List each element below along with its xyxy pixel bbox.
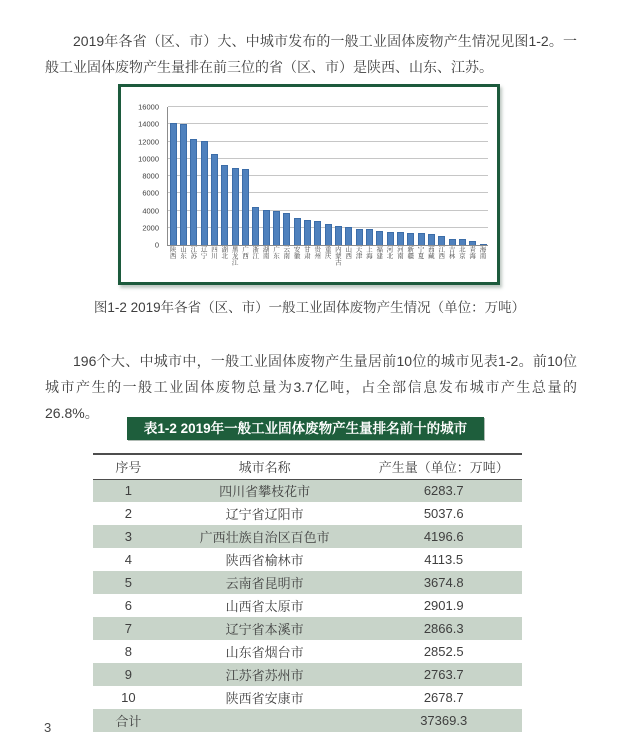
bar-宁夏 <box>418 233 425 245</box>
x-label-slot <box>208 246 218 266</box>
bar-slot <box>426 107 436 245</box>
x-label-slot <box>343 246 353 266</box>
city-cell: 陕西省安康市 <box>225 691 304 706</box>
chart-area <box>121 87 497 282</box>
table-row <box>93 617 522 640</box>
bar-新疆 <box>407 233 414 246</box>
x-tick-label: 江苏 <box>189 246 197 259</box>
bar-江苏 <box>190 139 197 245</box>
bar-浙江 <box>252 207 259 245</box>
y-tick-label: 4000 <box>142 206 159 215</box>
chart-plot <box>167 107 488 246</box>
x-tick-label: 新疆 <box>406 246 414 259</box>
bar-slot <box>189 107 199 245</box>
bar-内蒙古 <box>335 226 342 245</box>
x-tick-label: 天津 <box>354 246 362 259</box>
rank-cell: 8 <box>124 644 132 659</box>
table-row <box>93 571 522 594</box>
bar-slot <box>168 107 178 245</box>
x-label-slot <box>219 246 229 266</box>
bar-slot <box>261 107 271 245</box>
x-tick-label: 宁夏 <box>416 246 424 259</box>
bar-slot <box>333 107 343 245</box>
x-label-slot <box>425 246 435 266</box>
bar-slot <box>271 107 281 245</box>
bar-黑龙江 <box>232 168 239 245</box>
x-label-slot <box>394 246 404 266</box>
bar-slot <box>395 107 405 245</box>
x-label-slot <box>260 246 270 266</box>
value-cell: 6283.7 <box>423 483 464 499</box>
bar-slot <box>447 107 457 245</box>
x-label-slot <box>415 246 425 266</box>
x-label-slot <box>332 246 342 266</box>
x-tick-label: 青海 <box>468 246 476 259</box>
rank-cell: 9 <box>124 667 132 682</box>
chart-plot-wrap <box>167 107 487 245</box>
x-tick-label: 湖南 <box>261 246 269 259</box>
bar-slot <box>292 107 302 245</box>
x-tick-label: 甘肃 <box>302 246 310 259</box>
paragraph-intro: 2019年各省（区、市）大、中城市发布的一般工业固体废物产生情况见图1-2。一般工业固体废物产生量排在前三位的省（区、市）是陕西、山东、江苏。 <box>45 33 577 75</box>
x-tick-label: 福建 <box>375 246 383 259</box>
city-cell: 陕西省榆林市 <box>225 553 304 568</box>
chart-x-axis <box>167 246 487 266</box>
rank-cell: 3 <box>124 529 132 544</box>
bar-甘肃 <box>304 220 311 245</box>
bar-slot <box>230 107 240 245</box>
rank-cell: 7 <box>124 621 132 636</box>
city-cell: 广西壮族自治区百色市 <box>199 530 330 545</box>
page-number: 3 <box>44 720 52 735</box>
x-tick-label: 广东 <box>271 246 279 259</box>
city-cell: 四川省攀枝花市 <box>219 484 311 500</box>
figure-1-2-chart <box>118 84 500 285</box>
rank-cell: 6 <box>124 598 132 613</box>
bar-slot <box>313 107 323 245</box>
bar-slot <box>416 107 426 245</box>
x-tick-label: 重庆 <box>323 246 331 259</box>
y-tick-label: 12000 <box>138 137 159 146</box>
y-tick-label: 14000 <box>138 119 159 129</box>
x-label-slot <box>467 246 477 266</box>
value-cell: 4113.5 <box>424 552 464 567</box>
bar-山西 <box>345 227 352 245</box>
value-cell: 3674.8 <box>423 575 464 590</box>
x-tick-label: 广西 <box>240 246 248 259</box>
x-label-slot <box>363 246 373 266</box>
x-tick-label: 云南 <box>282 246 290 259</box>
x-tick-label: 上海 <box>364 246 372 259</box>
bar-slot <box>406 107 416 245</box>
bar-西藏 <box>428 234 435 245</box>
table-row <box>93 686 522 709</box>
x-label-slot <box>239 246 249 266</box>
x-tick-label: 北京 <box>457 246 465 259</box>
chart-y-axis <box>121 102 165 250</box>
header-rank: 序号 <box>115 460 142 476</box>
x-label-slot <box>384 246 394 266</box>
bar-四川 <box>211 154 218 245</box>
x-label-slot <box>374 246 384 266</box>
x-tick-label: 贵州 <box>313 246 321 259</box>
bar-云南 <box>283 213 290 245</box>
header-value: 产生量（单位：万吨） <box>378 460 509 476</box>
x-tick-label: 河南 <box>395 246 403 259</box>
y-tick-label: 6000 <box>142 188 159 198</box>
city-cell: 江苏省苏州市 <box>225 668 304 683</box>
x-tick-label: 辽宁 <box>199 246 207 259</box>
bar-福建 <box>376 231 383 245</box>
x-label-slot <box>198 246 208 266</box>
x-tick-label: 河北 <box>385 246 393 259</box>
bar-slot <box>468 107 478 245</box>
y-tick-label: 8000 <box>142 171 159 181</box>
x-tick-label: 陕西 <box>168 246 176 259</box>
city-cell: 辽宁省辽阳市 <box>225 507 304 522</box>
bar-湖南 <box>263 210 270 245</box>
table-row <box>93 640 522 663</box>
bar-slot <box>199 107 209 245</box>
value-cell: 4196.6 <box>423 529 464 544</box>
bar-slot <box>457 107 467 245</box>
city-cell: 云南省昆明市 <box>225 576 304 591</box>
value-cell: 2852.5 <box>423 644 464 659</box>
x-tick-label: 浙江 <box>251 246 259 259</box>
table-row <box>93 502 522 525</box>
x-label-slot <box>301 246 311 266</box>
bar-slot <box>323 107 333 245</box>
figure-caption: 图1-2 2019年各省（区、市）一般工业固体废物产生情况（单位：万吨） <box>93 300 526 315</box>
x-label-slot <box>250 246 260 266</box>
x-label-slot <box>281 246 291 266</box>
x-label-slot <box>446 246 456 266</box>
bar-山东 <box>180 124 187 245</box>
bar-贵州 <box>314 221 321 245</box>
table-row <box>93 663 522 686</box>
x-label-slot <box>270 246 280 266</box>
rank-cell: 4 <box>124 552 132 567</box>
bar-北京 <box>459 239 466 245</box>
x-tick-label: 吉林 <box>447 246 455 259</box>
city-cell: 山东省烟台市 <box>225 645 304 660</box>
table-body <box>93 479 522 732</box>
bar-广东 <box>273 211 280 246</box>
bar-安徽 <box>294 218 301 245</box>
total-spacer <box>164 709 366 732</box>
bar-青海 <box>469 241 476 245</box>
city-cell: 山西省太原市 <box>225 599 304 614</box>
table-row <box>93 525 522 548</box>
bar-slot <box>209 107 219 245</box>
value-cell: 2866.3 <box>423 621 464 636</box>
top-ten-cities-table <box>93 453 522 732</box>
x-tick-label: 内蒙古 <box>333 246 341 266</box>
bar-陕西 <box>170 123 177 245</box>
rank-cell: 2 <box>124 506 132 521</box>
x-tick-label: 山西 <box>344 246 352 259</box>
bar-slot <box>302 107 312 245</box>
value-cell: 2763.7 <box>423 667 464 682</box>
x-label-slot <box>477 246 487 266</box>
bar-slot <box>344 107 354 245</box>
x-label-slot <box>322 246 332 266</box>
rank-cell: 1 <box>124 483 132 499</box>
bar-上海 <box>366 229 373 245</box>
bar-slot <box>220 107 230 245</box>
bar-slot <box>178 107 188 245</box>
bar-河北 <box>387 232 394 245</box>
value-cell: 5037.6 <box>423 506 464 521</box>
x-label-slot <box>188 246 198 266</box>
total-label: 合计 <box>115 714 142 729</box>
x-label-slot <box>456 246 466 266</box>
y-tick-label: 10000 <box>138 154 159 164</box>
bar-slot <box>375 107 385 245</box>
x-label-slot <box>291 246 301 266</box>
rank-cell: 5 <box>124 575 132 590</box>
x-tick-label: 四川 <box>209 246 217 259</box>
table-total-row <box>93 709 522 732</box>
bar-重庆 <box>325 224 332 245</box>
x-label-slot <box>177 246 187 266</box>
chart-bars <box>168 107 488 245</box>
value-cell: 2901.9 <box>423 598 464 613</box>
y-tick-label: 16000 <box>138 102 159 112</box>
paragraph-table-intro: 196个大、中城市中，一般工业固体废物产生量居前10位的城市见表1-2。前10位城市产生的一般工业固体废物总量为3.7亿吨，占全部信息发布城市产生总量的26.8%。 <box>45 353 577 421</box>
bar-slot <box>437 107 447 245</box>
bar-slot <box>385 107 395 245</box>
x-tick-label: 海南 <box>478 246 486 259</box>
rank-cell: 10 <box>121 690 136 705</box>
bar-slot <box>354 107 364 245</box>
value-cell: 2678.7 <box>423 690 464 705</box>
bar-河南 <box>397 232 404 245</box>
bar-slot <box>251 107 261 245</box>
bar-slot <box>282 107 292 245</box>
bar-slot <box>240 107 250 245</box>
bar-吉林 <box>449 239 456 245</box>
x-label-slot <box>312 246 322 266</box>
x-label-slot <box>229 246 239 266</box>
x-tick-label: 西藏 <box>426 246 434 259</box>
table-header-row <box>93 454 522 479</box>
bar-江西 <box>438 236 445 245</box>
x-label-slot <box>353 246 363 266</box>
x-label-slot <box>436 246 446 266</box>
y-tick-label: 2000 <box>142 223 159 233</box>
bar-辽宁 <box>201 141 208 245</box>
table-row <box>93 548 522 571</box>
bar-slot <box>478 107 488 245</box>
x-tick-label: 山东 <box>178 246 186 259</box>
x-label-slot <box>167 246 177 266</box>
bar-海南 <box>480 244 487 245</box>
y-tick-label: 0 <box>154 240 159 250</box>
bar-天津 <box>356 229 363 245</box>
table-title: 表1-2 2019年一般工业固体废物产生量排名前十的城市 <box>127 417 484 440</box>
city-cell: 辽宁省本溪市 <box>225 622 304 637</box>
bar-slot <box>364 107 374 245</box>
header-city: 城市名称 <box>238 460 291 476</box>
x-tick-label: 江西 <box>437 246 445 259</box>
bar-湖北 <box>221 165 228 245</box>
bar-广西 <box>242 169 249 245</box>
table-row <box>93 594 522 617</box>
table-row <box>93 479 522 502</box>
x-tick-label: 黑龙江 <box>230 246 238 266</box>
x-tick-label: 安徽 <box>292 246 300 259</box>
x-tick-label: 湖北 <box>220 246 228 259</box>
x-label-slot <box>405 246 415 266</box>
total-value: 37369.3 <box>420 713 468 728</box>
